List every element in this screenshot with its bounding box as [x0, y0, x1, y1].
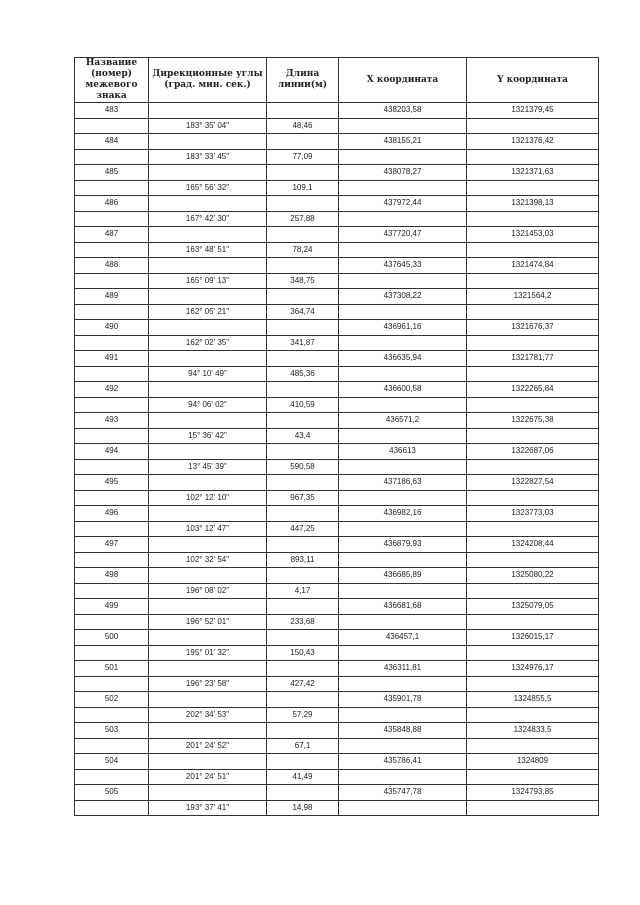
line-length: 233,68	[267, 614, 339, 630]
line-length: 77,09	[267, 149, 339, 165]
directional-angle: 103° 12' 47"	[149, 521, 267, 537]
point-name: 500	[75, 630, 149, 646]
line-length: 78,24	[267, 242, 339, 258]
empty-cell	[149, 413, 267, 429]
x-coordinate: 436879,93	[339, 537, 467, 553]
header-directional-angles: Дирекционные углы (град. мин. сек.)	[149, 58, 267, 103]
segment-row	[75, 242, 599, 258]
line-length: 150,43	[267, 645, 339, 661]
directional-angle: 183° 33' 45"	[149, 149, 267, 165]
segment-row	[75, 676, 599, 692]
line-length: 410,59	[267, 397, 339, 413]
empty-cell	[75, 769, 149, 785]
directional-angle: 202° 34' 53"	[149, 707, 267, 723]
y-coordinate: 1321371,63	[467, 165, 599, 181]
y-coordinate: 1321564,2	[467, 289, 599, 305]
empty-cell	[339, 211, 467, 227]
header-line-length: Длина линии(м)	[267, 58, 339, 103]
empty-cell	[339, 428, 467, 444]
line-length: 14,98	[267, 800, 339, 816]
empty-cell	[467, 459, 599, 475]
empty-cell	[267, 754, 339, 770]
empty-cell	[467, 490, 599, 506]
empty-cell	[267, 723, 339, 739]
x-coordinate: 435901,78	[339, 692, 467, 708]
directional-angle: 162° 05' 21"	[149, 304, 267, 320]
point-name: 499	[75, 599, 149, 615]
empty-cell	[149, 103, 267, 119]
point-row	[75, 227, 599, 243]
empty-cell	[75, 428, 149, 444]
empty-cell	[339, 583, 467, 599]
empty-cell	[267, 227, 339, 243]
empty-cell	[339, 459, 467, 475]
x-coordinate: 436961,16	[339, 320, 467, 336]
point-name: 483	[75, 103, 149, 119]
empty-cell	[339, 738, 467, 754]
empty-cell	[75, 614, 149, 630]
line-length: 485,36	[267, 366, 339, 382]
empty-cell	[267, 103, 339, 119]
x-coordinate: 437186,63	[339, 475, 467, 491]
empty-cell	[467, 118, 599, 134]
line-length: 4,17	[267, 583, 339, 599]
empty-cell	[267, 258, 339, 274]
empty-cell	[467, 304, 599, 320]
empty-cell	[467, 800, 599, 816]
line-length: 590,58	[267, 459, 339, 475]
empty-cell	[149, 444, 267, 460]
y-coordinate: 1321398,13	[467, 196, 599, 212]
empty-cell	[75, 335, 149, 351]
point-name: 490	[75, 320, 149, 336]
empty-cell	[267, 692, 339, 708]
empty-cell	[149, 568, 267, 584]
header-y-coordinate: Y координата	[467, 58, 599, 103]
point-row	[75, 692, 599, 708]
point-row	[75, 661, 599, 677]
empty-cell	[467, 521, 599, 537]
x-coordinate: 437972,44	[339, 196, 467, 212]
point-name: 498	[75, 568, 149, 584]
empty-cell	[75, 645, 149, 661]
empty-cell	[149, 382, 267, 398]
empty-cell	[149, 692, 267, 708]
empty-cell	[149, 723, 267, 739]
empty-cell	[339, 800, 467, 816]
point-name: 496	[75, 506, 149, 522]
point-row	[75, 165, 599, 181]
segment-row	[75, 459, 599, 475]
empty-cell	[75, 397, 149, 413]
header-point-name: Название (номер) межевого знака	[75, 58, 149, 103]
empty-cell	[339, 614, 467, 630]
empty-cell	[75, 304, 149, 320]
x-coordinate: 436685,89	[339, 568, 467, 584]
line-length: 447,25	[267, 521, 339, 537]
point-row	[75, 258, 599, 274]
segment-row	[75, 211, 599, 227]
point-row	[75, 785, 599, 801]
y-coordinate: 1322827,54	[467, 475, 599, 491]
point-name: 502	[75, 692, 149, 708]
segment-row	[75, 118, 599, 134]
empty-cell	[467, 676, 599, 692]
empty-cell	[149, 196, 267, 212]
directional-angle: 196° 08' 02"	[149, 583, 267, 599]
empty-cell	[267, 382, 339, 398]
empty-cell	[467, 614, 599, 630]
empty-cell	[75, 180, 149, 196]
line-length: 67,1	[267, 738, 339, 754]
empty-cell	[467, 738, 599, 754]
empty-cell	[75, 521, 149, 537]
directional-angle: 196° 52' 01"	[149, 614, 267, 630]
empty-cell	[149, 506, 267, 522]
y-coordinate: 1322265,84	[467, 382, 599, 398]
empty-cell	[149, 258, 267, 274]
y-coordinate: 1321676,37	[467, 320, 599, 336]
empty-cell	[149, 320, 267, 336]
line-length: 427,42	[267, 676, 339, 692]
empty-cell	[339, 769, 467, 785]
x-coordinate: 436982,16	[339, 506, 467, 522]
x-coordinate: 438078,27	[339, 165, 467, 181]
y-coordinate: 1324976,17	[467, 661, 599, 677]
segment-row	[75, 180, 599, 196]
directional-angle: 15° 36' 42"	[149, 428, 267, 444]
empty-cell	[75, 676, 149, 692]
empty-cell	[75, 583, 149, 599]
empty-cell	[467, 769, 599, 785]
empty-cell	[467, 211, 599, 227]
empty-cell	[267, 785, 339, 801]
empty-cell	[267, 661, 339, 677]
x-coordinate: 436613	[339, 444, 467, 460]
x-coordinate: 435848,88	[339, 723, 467, 739]
empty-cell	[339, 242, 467, 258]
empty-cell	[267, 444, 339, 460]
empty-cell	[267, 475, 339, 491]
line-length: 348,75	[267, 273, 339, 289]
segment-row	[75, 645, 599, 661]
point-name: 488	[75, 258, 149, 274]
point-name: 495	[75, 475, 149, 491]
line-length: 43,4	[267, 428, 339, 444]
empty-cell	[339, 552, 467, 568]
segment-row	[75, 738, 599, 754]
point-row	[75, 103, 599, 119]
table-header-row	[75, 58, 599, 103]
empty-cell	[267, 506, 339, 522]
x-coordinate: 437645,33	[339, 258, 467, 274]
directional-angle: 94° 06' 02"	[149, 397, 267, 413]
point-row	[75, 196, 599, 212]
point-row	[75, 599, 599, 615]
point-row	[75, 320, 599, 336]
empty-cell	[267, 165, 339, 181]
empty-cell	[267, 537, 339, 553]
segment-row	[75, 490, 599, 506]
directional-angle: 163° 48' 51"	[149, 242, 267, 258]
line-length: 48,46	[267, 118, 339, 134]
y-coordinate: 1324833,5	[467, 723, 599, 739]
empty-cell	[339, 304, 467, 320]
segment-row	[75, 552, 599, 568]
empty-cell	[75, 149, 149, 165]
segment-row	[75, 707, 599, 723]
empty-cell	[149, 661, 267, 677]
empty-cell	[267, 568, 339, 584]
empty-cell	[267, 320, 339, 336]
empty-cell	[267, 630, 339, 646]
x-coordinate: 437308,22	[339, 289, 467, 305]
empty-cell	[75, 552, 149, 568]
x-coordinate: 436600,58	[339, 382, 467, 398]
empty-cell	[339, 397, 467, 413]
point-row	[75, 568, 599, 584]
line-length: 341,87	[267, 335, 339, 351]
empty-cell	[467, 707, 599, 723]
line-length: 257,88	[267, 211, 339, 227]
empty-cell	[75, 459, 149, 475]
empty-cell	[339, 273, 467, 289]
directional-angle: 13° 45' 39"	[149, 459, 267, 475]
line-length: 893,11	[267, 552, 339, 568]
directional-angle: 165° 09' 13"	[149, 273, 267, 289]
empty-cell	[339, 149, 467, 165]
x-coordinate: 437720,47	[339, 227, 467, 243]
segment-row	[75, 366, 599, 382]
y-coordinate: 1321474,84	[467, 258, 599, 274]
empty-cell	[339, 366, 467, 382]
empty-cell	[339, 490, 467, 506]
x-coordinate: 438155,21	[339, 134, 467, 150]
empty-cell	[467, 645, 599, 661]
y-coordinate: 1322687,06	[467, 444, 599, 460]
empty-cell	[339, 118, 467, 134]
directional-angle: 94° 10' 49"	[149, 366, 267, 382]
empty-cell	[75, 707, 149, 723]
empty-cell	[75, 273, 149, 289]
empty-cell	[75, 738, 149, 754]
point-row	[75, 754, 599, 770]
empty-cell	[149, 630, 267, 646]
empty-cell	[267, 413, 339, 429]
empty-cell	[267, 289, 339, 305]
empty-cell	[339, 335, 467, 351]
empty-cell	[467, 552, 599, 568]
directional-angle: 162° 02' 35"	[149, 335, 267, 351]
empty-cell	[467, 428, 599, 444]
empty-cell	[75, 800, 149, 816]
empty-cell	[467, 335, 599, 351]
empty-cell	[339, 645, 467, 661]
empty-cell	[75, 366, 149, 382]
directional-angle: 201° 24' 52"	[149, 738, 267, 754]
y-coordinate: 1321453,03	[467, 227, 599, 243]
directional-angle: 195° 01' 32"	[149, 645, 267, 661]
point-name: 489	[75, 289, 149, 305]
y-coordinate: 1324855,5	[467, 692, 599, 708]
directional-angle: 193° 37' 41"	[149, 800, 267, 816]
directional-angle: 165° 56' 32"	[149, 180, 267, 196]
point-row	[75, 382, 599, 398]
empty-cell	[267, 599, 339, 615]
point-row	[75, 351, 599, 367]
y-coordinate: 1325080,22	[467, 568, 599, 584]
empty-cell	[467, 397, 599, 413]
line-length: 109,1	[267, 180, 339, 196]
point-name: 497	[75, 537, 149, 553]
empty-cell	[149, 785, 267, 801]
empty-cell	[149, 475, 267, 491]
y-coordinate: 1321781,77	[467, 351, 599, 367]
segment-row	[75, 614, 599, 630]
y-coordinate: 1324809	[467, 754, 599, 770]
empty-cell	[149, 134, 267, 150]
line-length: 57,29	[267, 707, 339, 723]
empty-cell	[149, 165, 267, 181]
empty-cell	[75, 242, 149, 258]
segment-row	[75, 335, 599, 351]
directional-angle: 183° 35' 04"	[149, 118, 267, 134]
x-coordinate: 436457,1	[339, 630, 467, 646]
empty-cell	[149, 351, 267, 367]
segment-row	[75, 304, 599, 320]
empty-cell	[467, 273, 599, 289]
empty-cell	[467, 583, 599, 599]
point-name: 503	[75, 723, 149, 739]
y-coordinate: 1324793,85	[467, 785, 599, 801]
point-row	[75, 413, 599, 429]
line-length: 967,35	[267, 490, 339, 506]
point-row	[75, 537, 599, 553]
y-coordinate: 1325079,05	[467, 599, 599, 615]
point-row	[75, 289, 599, 305]
x-coordinate: 438203,58	[339, 103, 467, 119]
boundary-coordinates-table	[74, 57, 599, 816]
y-coordinate: 1323773,03	[467, 506, 599, 522]
segment-row	[75, 273, 599, 289]
segment-row	[75, 583, 599, 599]
line-length: 41,49	[267, 769, 339, 785]
y-coordinate: 1321379,45	[467, 103, 599, 119]
point-name: 494	[75, 444, 149, 460]
x-coordinate: 436311,81	[339, 661, 467, 677]
point-name: 504	[75, 754, 149, 770]
point-name: 493	[75, 413, 149, 429]
y-coordinate: 1324208,44	[467, 537, 599, 553]
empty-cell	[339, 521, 467, 537]
point-name: 484	[75, 134, 149, 150]
directional-angle: 196° 23' 58"	[149, 676, 267, 692]
x-coordinate: 436635,94	[339, 351, 467, 367]
empty-cell	[339, 707, 467, 723]
y-coordinate: 1321376,42	[467, 134, 599, 150]
y-coordinate: 1326015,17	[467, 630, 599, 646]
empty-cell	[267, 196, 339, 212]
point-name: 492	[75, 382, 149, 398]
point-row	[75, 134, 599, 150]
segment-row	[75, 769, 599, 785]
empty-cell	[267, 351, 339, 367]
x-coordinate: 435786,41	[339, 754, 467, 770]
directional-angle: 167° 42' 30"	[149, 211, 267, 227]
x-coordinate: 436681,68	[339, 599, 467, 615]
segment-row	[75, 397, 599, 413]
empty-cell	[149, 599, 267, 615]
point-row	[75, 506, 599, 522]
y-coordinate: 1322675,38	[467, 413, 599, 429]
empty-cell	[75, 118, 149, 134]
point-row	[75, 723, 599, 739]
empty-cell	[339, 180, 467, 196]
line-length: 364,74	[267, 304, 339, 320]
segment-row	[75, 428, 599, 444]
segment-row	[75, 149, 599, 165]
empty-cell	[467, 149, 599, 165]
directional-angle: 102° 32' 54"	[149, 552, 267, 568]
directional-angle: 102° 12' 10"	[149, 490, 267, 506]
empty-cell	[149, 537, 267, 553]
point-row	[75, 475, 599, 491]
point-name: 485	[75, 165, 149, 181]
empty-cell	[467, 180, 599, 196]
point-row	[75, 630, 599, 646]
point-name: 501	[75, 661, 149, 677]
directional-angle: 201° 24' 51"	[149, 769, 267, 785]
point-name: 486	[75, 196, 149, 212]
empty-cell	[267, 134, 339, 150]
segment-row	[75, 521, 599, 537]
header-x-coordinate: X координата	[339, 58, 467, 103]
empty-cell	[149, 289, 267, 305]
empty-cell	[75, 211, 149, 227]
empty-cell	[339, 676, 467, 692]
point-name: 505	[75, 785, 149, 801]
empty-cell	[149, 227, 267, 243]
x-coordinate: 435747,78	[339, 785, 467, 801]
empty-cell	[149, 754, 267, 770]
point-name: 491	[75, 351, 149, 367]
empty-cell	[467, 366, 599, 382]
empty-cell	[467, 242, 599, 258]
x-coordinate: 436571,2	[339, 413, 467, 429]
point-row	[75, 444, 599, 460]
segment-row	[75, 800, 599, 816]
point-name: 487	[75, 227, 149, 243]
empty-cell	[75, 490, 149, 506]
